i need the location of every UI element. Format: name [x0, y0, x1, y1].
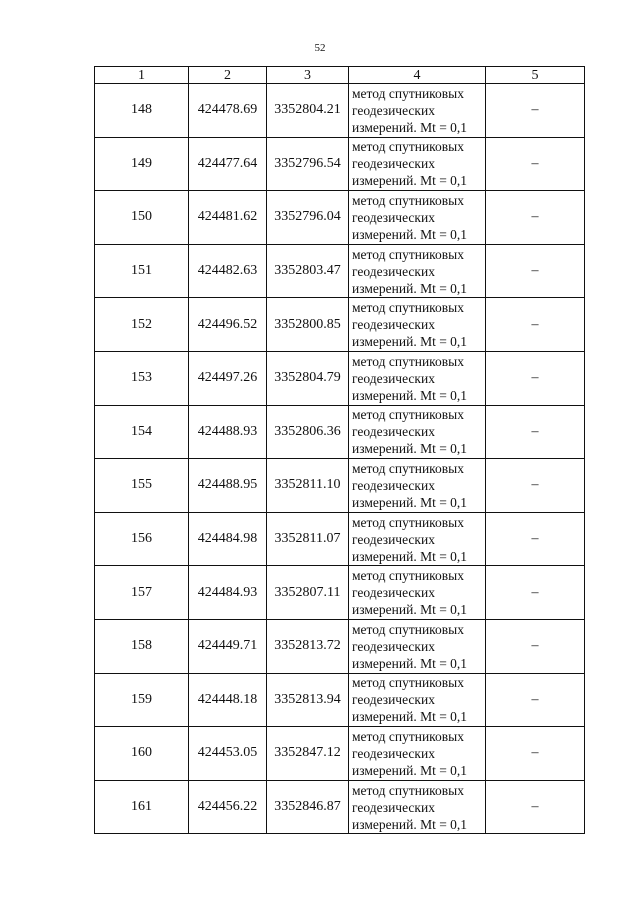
method-text-line: измерений. Mt = 0,1	[352, 816, 468, 832]
method-text-line: метод спутниковых	[352, 353, 464, 369]
method-text-line: метод спутниковых	[352, 139, 464, 155]
method-text-line: геодезических	[352, 317, 435, 333]
method-text-line: измерений. Mt = 0,1	[352, 173, 468, 189]
table-row	[95, 351, 585, 405]
method-cell	[349, 566, 486, 620]
table-body	[95, 84, 585, 834]
note-cell: –	[486, 727, 585, 781]
method-text-line: измерений. Mt = 0,1	[352, 334, 468, 350]
method-text-line: метод спутниковых	[352, 675, 464, 691]
y-coordinate-cell: 3352806.36	[267, 405, 349, 459]
method-text-line: метод спутниковых	[352, 460, 464, 476]
x-coordinate-cell: 424449.71	[189, 619, 267, 673]
y-coordinate-cell: 3352800.85	[267, 298, 349, 352]
method-text-line: геодезических	[352, 102, 435, 118]
y-coordinate-cell: 3352796.54	[267, 137, 349, 191]
page-number: 52	[314, 42, 326, 54]
method-text-line: геодезических	[352, 799, 435, 815]
method-text-line: геодезических	[352, 156, 435, 172]
method-text-line: измерений. Mt = 0,1	[352, 602, 468, 618]
table-row	[95, 512, 585, 566]
method-text-line: измерений. Mt = 0,1	[352, 709, 468, 725]
method-cell	[349, 619, 486, 673]
method-cell	[349, 673, 486, 727]
method-cell	[349, 137, 486, 191]
method-cell	[349, 780, 486, 834]
method-text-line: геодезических	[352, 692, 435, 708]
point-number-cell: 149	[95, 137, 189, 191]
note-cell: –	[486, 191, 585, 245]
method-cell	[349, 191, 486, 245]
table-row	[95, 780, 585, 834]
coordinates-table	[94, 66, 585, 834]
note-cell: –	[486, 351, 585, 405]
method-cell	[349, 405, 486, 459]
column-header: 1	[95, 67, 189, 84]
point-number-cell: 158	[95, 619, 189, 673]
method-cell	[349, 727, 486, 781]
y-coordinate-cell: 3352807.11	[267, 566, 349, 620]
method-text-line: геодезических	[352, 638, 435, 654]
y-coordinate-cell: 3352796.04	[267, 191, 349, 245]
note-cell: –	[486, 298, 585, 352]
method-text-line: геодезических	[352, 585, 435, 601]
y-coordinate-cell: 3352813.94	[267, 673, 349, 727]
table-row	[95, 84, 585, 138]
note-cell: –	[486, 780, 585, 834]
x-coordinate-cell: 424477.64	[189, 137, 267, 191]
x-coordinate-cell: 424488.95	[189, 459, 267, 513]
note-cell: –	[486, 137, 585, 191]
column-header: 5	[486, 67, 585, 84]
method-text-line: измерений. Mt = 0,1	[352, 226, 468, 242]
y-coordinate-cell: 3352811.10	[267, 459, 349, 513]
method-text-line: измерений. Mt = 0,1	[352, 655, 468, 671]
y-coordinate-cell: 3352811.07	[267, 512, 349, 566]
x-coordinate-cell: 424478.69	[189, 84, 267, 138]
point-number-cell: 151	[95, 244, 189, 298]
method-text-line: измерений. Mt = 0,1	[352, 762, 468, 778]
y-coordinate-cell: 3352847.12	[267, 727, 349, 781]
y-coordinate-cell: 3352804.21	[267, 84, 349, 138]
method-cell	[349, 512, 486, 566]
note-cell: –	[486, 405, 585, 459]
note-cell: –	[486, 459, 585, 513]
x-coordinate-cell: 424448.18	[189, 673, 267, 727]
method-cell	[349, 84, 486, 138]
point-number-cell: 156	[95, 512, 189, 566]
method-cell	[349, 459, 486, 513]
x-coordinate-cell: 424496.52	[189, 298, 267, 352]
column-header: 3	[267, 67, 349, 84]
method-text-line: измерений. Mt = 0,1	[352, 494, 468, 510]
method-cell	[349, 244, 486, 298]
note-cell: –	[486, 512, 585, 566]
note-cell: –	[486, 566, 585, 620]
point-number-cell: 160	[95, 727, 189, 781]
point-number-cell: 155	[95, 459, 189, 513]
method-text-line: геодезических	[352, 477, 435, 493]
point-number-cell: 154	[95, 405, 189, 459]
x-coordinate-cell: 424453.05	[189, 727, 267, 781]
x-coordinate-cell: 424481.62	[189, 191, 267, 245]
x-coordinate-cell: 424482.63	[189, 244, 267, 298]
point-number-cell: 153	[95, 351, 189, 405]
method-text-line: измерений. Mt = 0,1	[352, 119, 468, 135]
method-text-line: измерений. Mt = 0,1	[352, 280, 468, 296]
point-number-cell: 148	[95, 84, 189, 138]
method-text-line: метод спутниковых	[352, 728, 464, 744]
method-text-line: метод спутниковых	[352, 568, 464, 584]
method-cell	[349, 351, 486, 405]
table-row	[95, 727, 585, 781]
x-coordinate-cell: 424484.93	[189, 566, 267, 620]
method-text-line: геодезических	[352, 370, 435, 386]
note-cell: –	[486, 619, 585, 673]
y-coordinate-cell: 3352803.47	[267, 244, 349, 298]
method-text-line: метод спутниковых	[352, 85, 464, 101]
table-row	[95, 191, 585, 245]
method-text-line: метод спутниковых	[352, 300, 464, 316]
y-coordinate-cell: 3352804.79	[267, 351, 349, 405]
y-coordinate-cell: 3352846.87	[267, 780, 349, 834]
table-row	[95, 619, 585, 673]
method-text-line: измерений. Mt = 0,1	[352, 441, 468, 457]
table-row	[95, 137, 585, 191]
method-text-line: геодезических	[352, 263, 435, 279]
point-number-cell: 157	[95, 566, 189, 620]
table-row	[95, 244, 585, 298]
point-number-cell: 152	[95, 298, 189, 352]
method-text-line: измерений. Mt = 0,1	[352, 548, 468, 564]
method-text-line: геодезических	[352, 745, 435, 761]
column-header: 4	[349, 67, 486, 84]
table-row	[95, 673, 585, 727]
table-header-row	[95, 67, 585, 84]
point-number-cell: 150	[95, 191, 189, 245]
method-text-line: геодезических	[352, 531, 435, 547]
y-coordinate-cell: 3352813.72	[267, 619, 349, 673]
method-text-line: геодезических	[352, 209, 435, 225]
point-number-cell: 159	[95, 673, 189, 727]
method-cell	[349, 298, 486, 352]
column-header: 2	[189, 67, 267, 84]
table-row	[95, 405, 585, 459]
point-number-cell: 161	[95, 780, 189, 834]
method-text-line: метод спутниковых	[352, 407, 464, 423]
method-text-line: геодезических	[352, 424, 435, 440]
x-coordinate-cell: 424488.93	[189, 405, 267, 459]
note-cell: –	[486, 673, 585, 727]
table-row	[95, 298, 585, 352]
x-coordinate-cell: 424456.22	[189, 780, 267, 834]
method-text-line: измерений. Mt = 0,1	[352, 387, 468, 403]
table-row	[95, 459, 585, 513]
note-cell: –	[486, 84, 585, 138]
method-text-line: метод спутниковых	[352, 621, 464, 637]
table-row	[95, 566, 585, 620]
method-text-line: метод спутниковых	[352, 514, 464, 530]
method-text-line: метод спутниковых	[352, 246, 464, 262]
x-coordinate-cell: 424497.26	[189, 351, 267, 405]
note-cell: –	[486, 244, 585, 298]
method-text-line: метод спутниковых	[352, 192, 464, 208]
method-text-line: метод спутниковых	[352, 782, 464, 798]
x-coordinate-cell: 424484.98	[189, 512, 267, 566]
